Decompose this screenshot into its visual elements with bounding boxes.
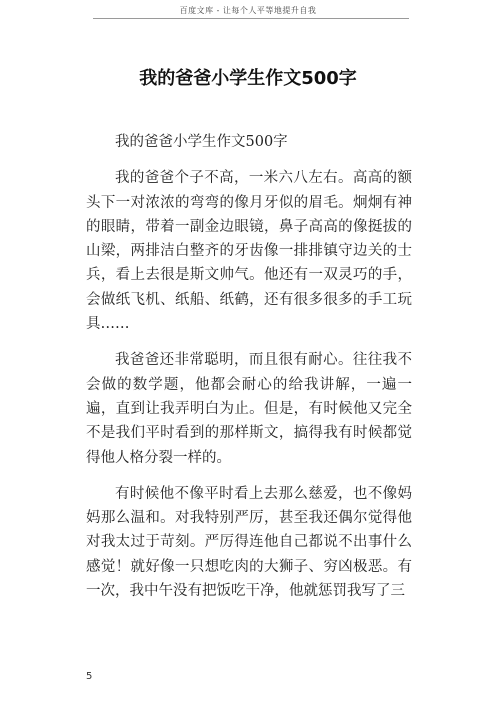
paragraph: 有时候他不像平时看上去那么慈爱，也不像妈妈那么温和。对我特别严厉，甚至我还偶尔觉得他对我太过于苛刻。严厉得连他自己都说不出事什么感觉！就好像一只想吃肉的大狮子、穷凶极恶。有一次，我中午没有把饭吃干净，他就惩罚我写了三 — [86, 485, 412, 600]
document-title: 我的爸爸小学生作文500字 — [139, 68, 357, 89]
document-body — [86, 130, 412, 615]
page-number: 5 — [86, 671, 93, 682]
paragraph: 我的爸爸个子不高，一米六八左右。高高的额头下一对浓浓的弯弯的像月牙似的眉毛。炯炯有神的眼睛，带着一副金边眼镜，鼻子高高的像挺拔的山梁，两排洁白整齐的牙齿像一排排镇守边关的士兵，看上去很是斯文帅气。他还有一双灵巧的手，会做纸飞机、纸船、纸鹤，还有很多很多的手工玩具…… — [86, 170, 412, 333]
header-divider — [93, 18, 409, 19]
paragraph: 我爸爸还非常聪明，而且很有耐心。往往我不会做的数学题，他都会耐心的给我讲解，一遍一遍，直到让我弄明白为止。但是，有时候他又完全不是我们平时看到的那样斯文，搞得我有时候都觉得他人格分裂一样的。 — [86, 352, 412, 466]
header-text: 百度文库 - 让每个人平等地提升自我 — [179, 6, 317, 15]
paragraph-subtitle: 我的爸爸小学生作文500字 — [115, 134, 288, 150]
